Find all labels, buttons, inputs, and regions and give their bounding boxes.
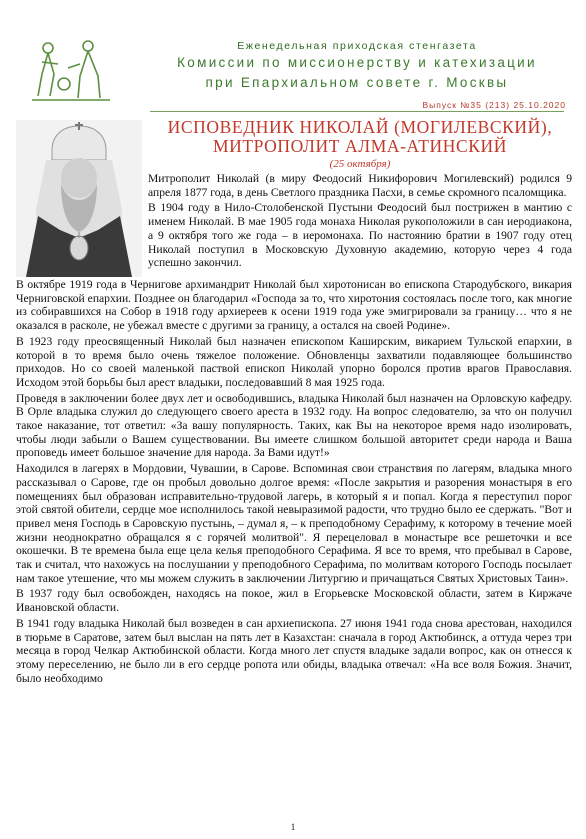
title-date: (25 октября): [329, 158, 391, 170]
header-weekly-label: Еженедельная приходская стенгазета: [237, 40, 477, 52]
main-text-body: [16, 278, 572, 687]
page-number: 1: [290, 822, 296, 832]
paragraph-kashira: В 1923 году преосвященный Николай был назначен епископом Каширским, викарием Тульской епархии, в которой в то время было очень тяжелое положение. Обновленцы захватили подавляющее большинство приходов. Но со своей маленькой паствой епископ Николай упорно боролся против врагов Православия. Исходом этой борьбы был арест владыки, последовавший 8 мая 1925 года.: [16, 334, 572, 389]
paragraph-consecration: В октябре 1919 года в Чернигове архимандрит Николай был хиротонисан во епископа Стародубского, викария Черниговской епархии. Позднее он благодарил «Господа за то, что хиротония состоялась после того, как многие из собиравшихся на Собор в 1918 году архиереев к осени 1919 года уже эмигрировали за границу… что я не оказался в расколе, не убежал вместе с другими за границу, а остался на своей Родине».: [16, 278, 572, 333]
issue-number: Выпуск №35 (213) 25.10.2020: [422, 100, 566, 110]
paragraph-tonsure: В 1904 году в Нило-Столобенской Пустыни Феодосий был пострижен в мантию с именем Николай. В мае 1905 года монаха Николая рукоположили в сан иеродиакона, а 9 октября того же года – в иеромонаха. По настоянию братии в 1907 году отец Николай поступил в Московскую Духовную академию, которую через 4 года успешно закончил.: [148, 201, 572, 270]
metropolitan-portrait-icon: [16, 120, 142, 277]
newspaper-header: [0, 0, 586, 112]
paragraph-1941: В 1941 году владыка Николай был возведен в сан архиепископа. 27 июня 1941 года снова арестован, находился в тюрьме в Саратове, затем был выслан на пять лет в Казахстан: сначала в город Актюбинск, а оттуда через три месяца в город Челкар Актюбинской области. Когда много лет спустя владыке задали вопрос, как он отнесся к этому переселению, не было ли в его сердце ропота или обиды, владыка отвечал: «На все воля Божия. Значит, было необходимо: [16, 616, 572, 685]
header-commission-line: Комиссии по миссионерству и катехизации: [177, 55, 537, 70]
paragraph-oryol: Проведя в заключении более двух лет и освободившись, владыка Николай был назначен на Орловскую кафедру. В Орле владыка служил до следующего своего ареста в 1932 году. На вопрос следователю, за что он получил такое наказание, тот ответил: «За вашу популярность. Таких, как Вы на некоторое время надо изолировать, чтобы люди забыли о Вашем существовании. Вы имеете слишком большой авторитет среди народа и Ваша проповедь имеет большое значение для народа. За Вами идут!»: [16, 391, 572, 460]
intro-text-column: [148, 172, 572, 272]
title-line-1: ИСПОВЕДНИК НИКОЛАЙ (МОГИЛЕВСКИЙ),: [167, 117, 553, 137]
header-divider: [150, 111, 564, 112]
paragraph-sarov: Находился в лагерях в Мордовии, Чувашии, в Сарове. Вспоминая свои странствия по лагерям, владыка много рассказывал о Сарове, где он пробыл довольно долгое время: «После закрытия и разорения монастыря в его помещениях был образован исправительно-трудовой лагерь, в который я и попал. Когда я переступил порог этой святой обители, сердце мое исполнилось такой невыразимой радости, что трудно было ее сдержать. "Вот и привел меня Господь в Саровскую пустынь, – думал я, – к преподобному Серафиму, к которому в течение моей жизни неоднократно обращался я с горячей молитвой". Я перецеловал в монастыре все решеточки и все окошечки. В те времена была еще цела келья преподобного Серафима. Я все то время, что пребывал в Сарове, так и считал, что нахожусь на послушании у преподобного Серафима, по молитвам которого Господь посылает нам такое утешение, что мы можем служить в заключении Литургию и причащаться Святых Христовых Таин».: [16, 462, 572, 585]
commission-logo-icon: [28, 34, 114, 106]
paragraph-1937: В 1937 году был освобожден, находясь на покое, жил в Егорьевске Московской области, затем в Киржаче Ивановской области.: [16, 587, 572, 615]
header-text-block: [150, 40, 564, 92]
title-line-2: МИТРОПОЛИТ АЛМА-АТИНСКИЙ: [212, 136, 508, 156]
article-title: [150, 118, 570, 171]
header-council-line: при Епархиальном совете г. Москвы: [205, 75, 509, 90]
paragraph-birth: Митрополит Николай (в миру Феодосий Никифорович Могилевский) родился 9 апреля 1877 года, в день Светлого праздника Пасхи, в семье скромного псаломщика.: [148, 172, 572, 199]
